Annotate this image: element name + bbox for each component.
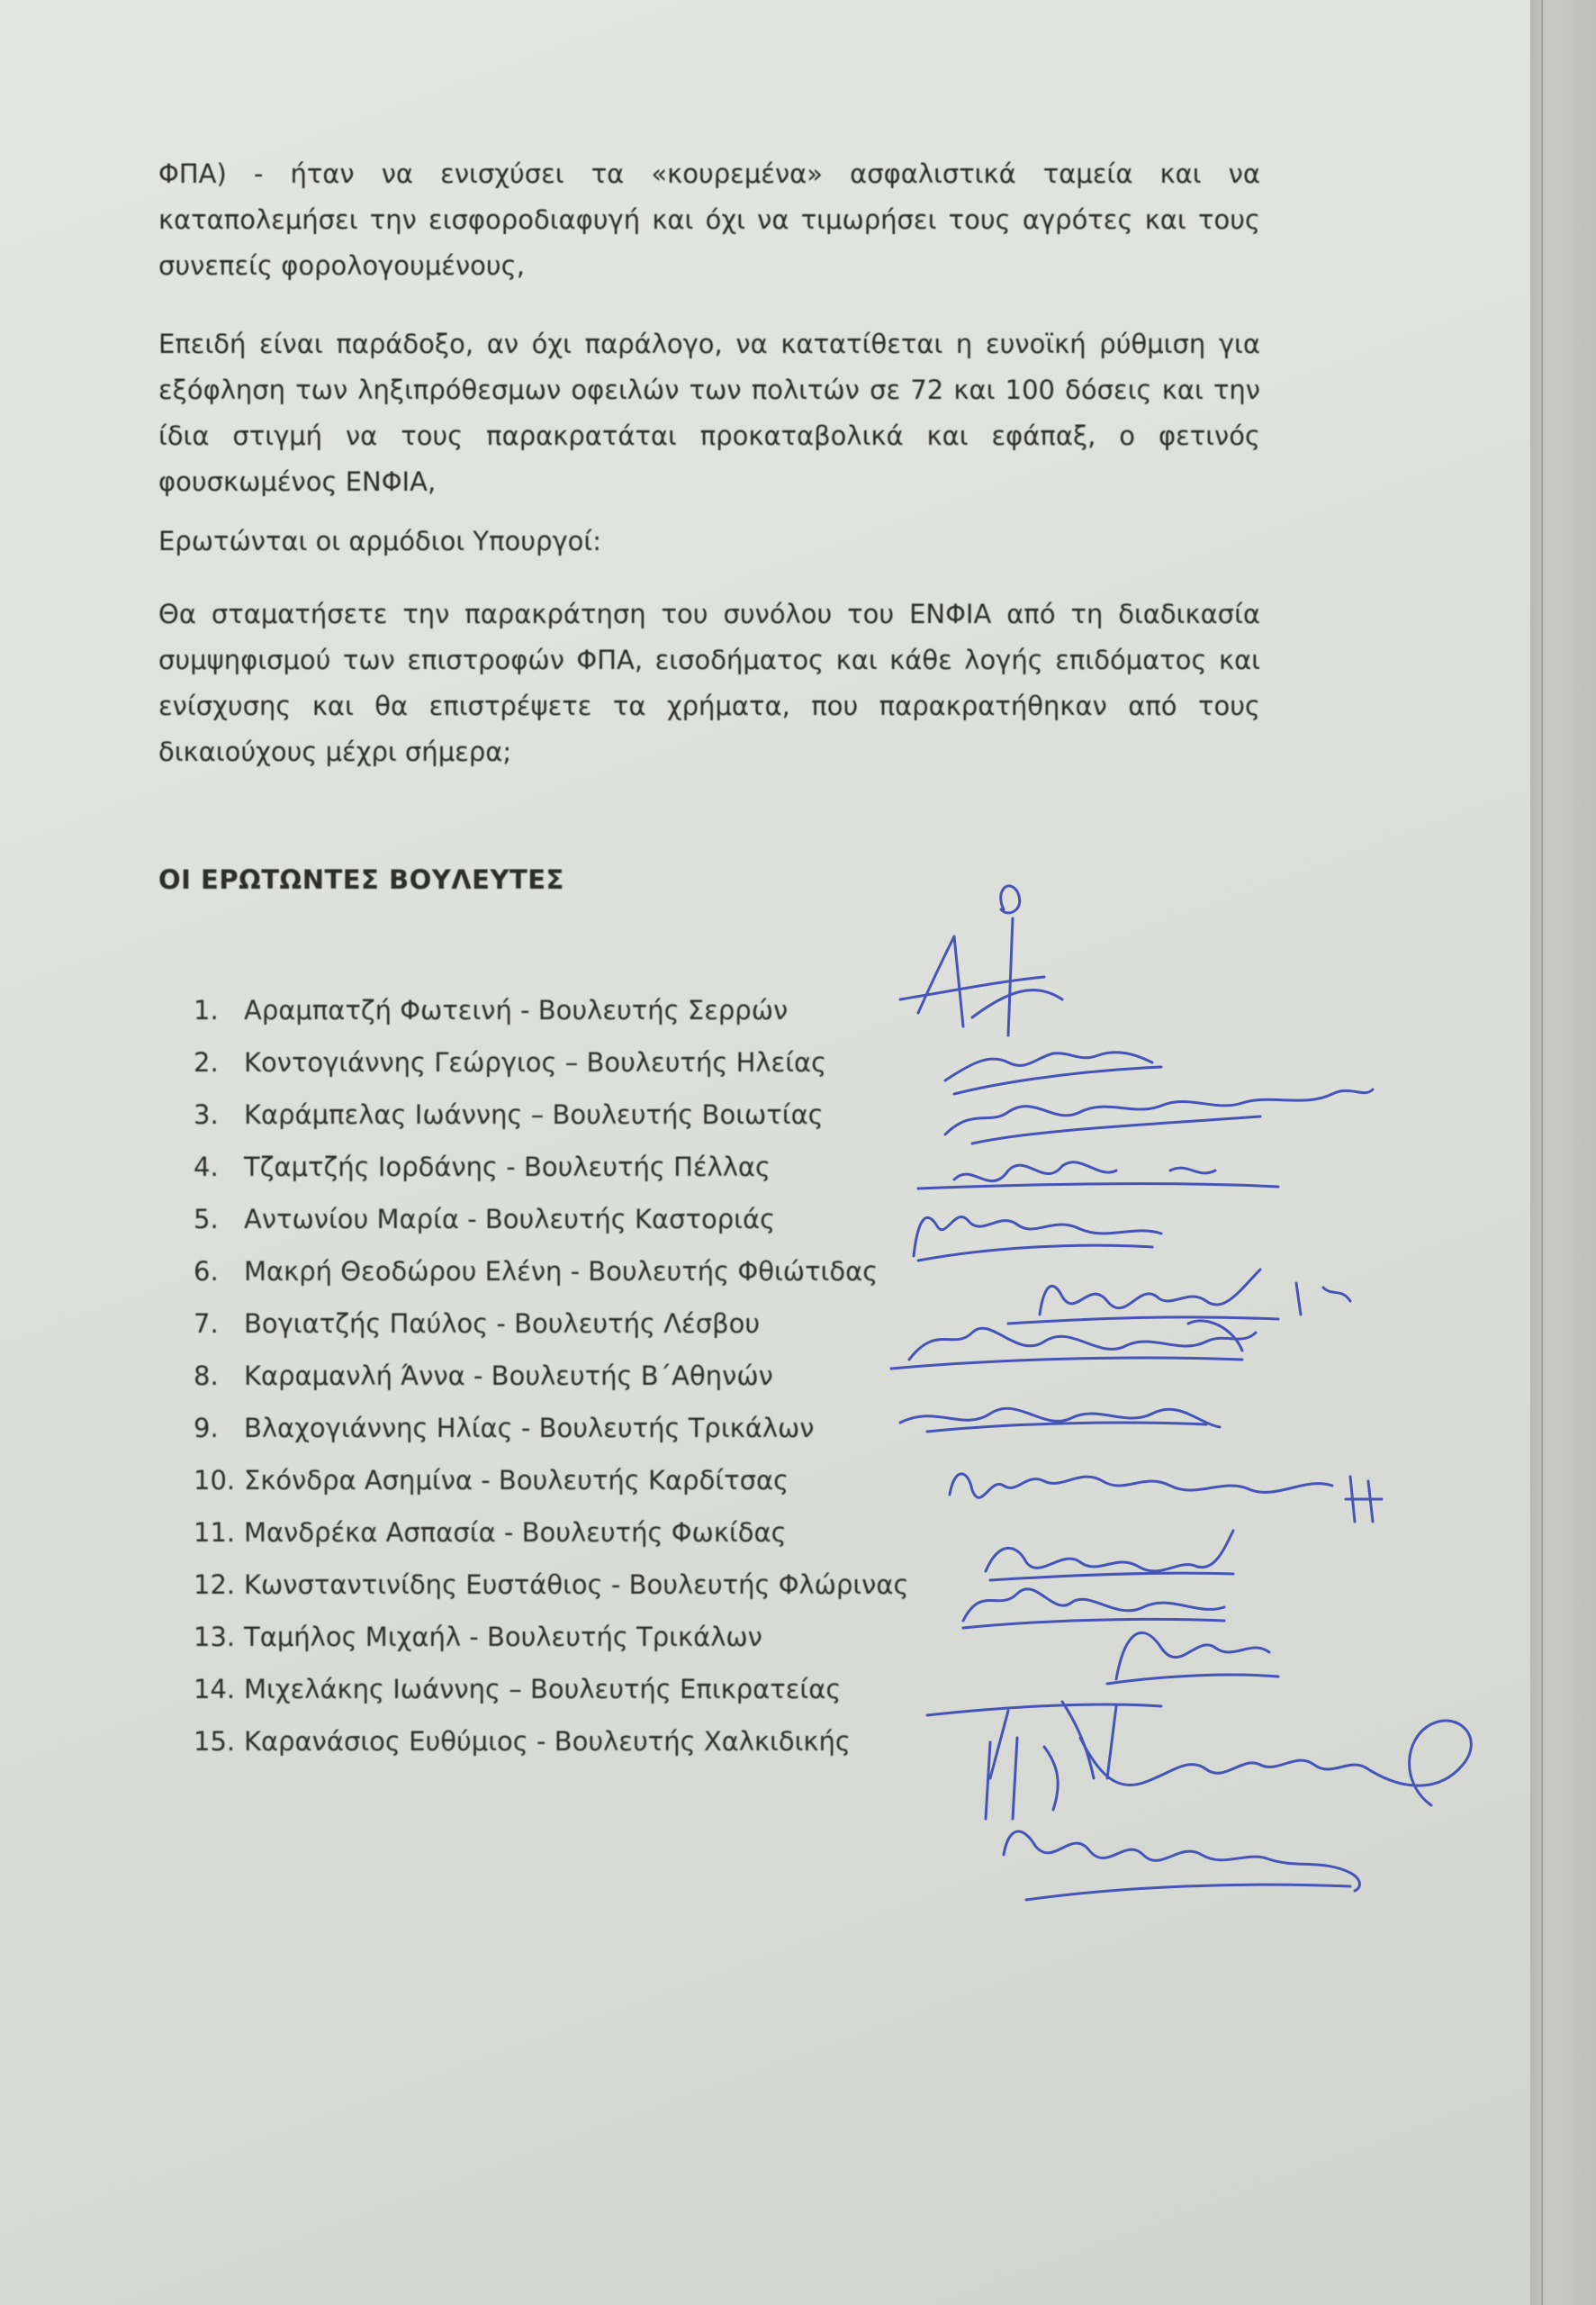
signatory-item xyxy=(194,1506,909,1559)
signatory-number: 11. xyxy=(194,1517,236,1548)
signatory-item xyxy=(194,1141,909,1193)
page-edge-line xyxy=(1541,0,1543,2305)
signatory-name: Καρανάσιος Ευθύμιος - Βουλευτής Χαλκιδικής xyxy=(244,1726,851,1757)
signatory-name: Βλαχογιάννης Ηλίας - Βουλευτής Τρικάλων xyxy=(244,1413,815,1443)
signatory-name: Βογιατζής Παύλος - Βουλευτής Λέσβου xyxy=(244,1308,761,1339)
signatory-name: Σκόνδρα Ασημίνα - Βουλευτής Καρδίτσας xyxy=(244,1465,789,1496)
signatory-item xyxy=(194,1402,909,1454)
signatory-number: 6. xyxy=(194,1256,219,1287)
signatory-number: 15. xyxy=(194,1726,236,1757)
signatory-item xyxy=(194,1036,909,1089)
signatory-number: 8. xyxy=(194,1360,219,1391)
signatory-name: Κωνσταντινίδης Ευστάθιος - Βουλευτής Φλώρινας xyxy=(244,1569,909,1600)
signatory-name: Καράμπελας Ιωάννης – Βουλευτής Βοιωτίας xyxy=(244,1099,824,1130)
signatory-number: 12. xyxy=(194,1569,236,1600)
signatory-number: 9. xyxy=(194,1413,219,1443)
signatory-name: Τζαμτζής Ιορδάνης - Βουλευτής Πέλλας xyxy=(244,1152,771,1182)
page-stack-edge xyxy=(1530,0,1596,2305)
signatory-name: Μανδρέκα Ασπασία - Βουλευτής Φωκίδας xyxy=(244,1517,787,1548)
signatory-number: 5. xyxy=(194,1204,219,1234)
signatory-number: 1. xyxy=(194,995,219,1026)
signatory-item xyxy=(194,984,909,1036)
signatory-item xyxy=(194,1715,909,1767)
signatory-number: 14. xyxy=(194,1674,236,1704)
paragraph-question: Θα σταματήσετε την παρακράτηση του συνόλου του ΕΝΦΙΑ από τη διαδικασία συμψηφισμού των επιστροφών ΦΠΑ, εισοδήματος και κάθε λογής επιδόματος και ενίσχυσης και θα επιστρέψετε τα χρήματα, που παρακρατήθηκαν από τους δικαιούχους μέχρι σήμερα; xyxy=(158,599,1260,767)
signatory-name: Αραμπατζή Φωτεινή - Βουλευτής Σερρών xyxy=(244,995,789,1026)
signatory-name: Καραμανλή Άννα - Βουλευτής Β΄Αθηνών xyxy=(244,1360,773,1391)
signatory-number: 4. xyxy=(194,1152,219,1182)
signatory-name: Μιχελάκης Ιωάννης – Βουλευτής Επικρατείας xyxy=(244,1674,842,1704)
signatory-name: Ταμήλος Μιχαήλ - Βουλευτής Τρικάλων xyxy=(244,1622,762,1652)
signatory-item xyxy=(194,1559,909,1611)
signatory-item xyxy=(194,1297,909,1350)
signatory-number: 13. xyxy=(194,1622,236,1652)
signatory-item xyxy=(194,1089,909,1141)
signatory-number: 10. xyxy=(194,1465,236,1496)
signatory-item xyxy=(194,1193,909,1245)
signatory-item xyxy=(194,1611,909,1663)
signatory-item xyxy=(194,1350,909,1402)
signatory-item xyxy=(194,1663,909,1715)
signatory-number: 7. xyxy=(194,1308,219,1339)
signatory-number: 3. xyxy=(194,1099,219,1130)
paragraph-question-intro: Ερωτώνται οι αρμόδιοι Υπουργοί: xyxy=(158,526,601,556)
signatory-item xyxy=(194,1454,909,1506)
signatory-name: Μακρή Θεοδώρου Ελένη - Βουλευτής Φθιώτιδας xyxy=(244,1256,879,1287)
signatories-heading: ΟΙ ΕΡΩΤΩΝΤΕΣ ΒΟΥΛΕΥΤΕΣ xyxy=(158,864,564,895)
signatory-name: Αντωνίου Μαρία - Βουλευτής Καστοριάς xyxy=(244,1204,776,1234)
signatories-list xyxy=(194,984,909,1767)
paragraph-2: Επειδή είναι παράδοξο, αν όχι παράλογο, να κατατίθεται η ευνοϊκή ρύθμιση για εξόφληση των ληξιπρόθεσμων οφειλών των πολιτών σε 72 και 100 δόσεις και την ίδια στιγμή να τους παρακρατάται προκαταβολικά και εφάπαξ, ο φετινός φουσκωμένος ΕΝΦΙΑ, xyxy=(158,329,1260,497)
signatory-number: 2. xyxy=(194,1047,219,1078)
signatory-item xyxy=(194,1245,909,1297)
signatory-name: Κοντογιάννης Γεώργιος – Βουλευτής Ηλείας xyxy=(244,1047,827,1078)
paragraph-1: ΦΠΑ) - ήταν να ενισχύσει τα «κουρεμένα» ασφαλιστικά ταμεία και να καταπολεμήσει την εισφοροδιαφυγή και όχι να τιμωρήσει τους αγρότες και τους συνεπείς φορολογουμένους, xyxy=(158,158,1260,281)
